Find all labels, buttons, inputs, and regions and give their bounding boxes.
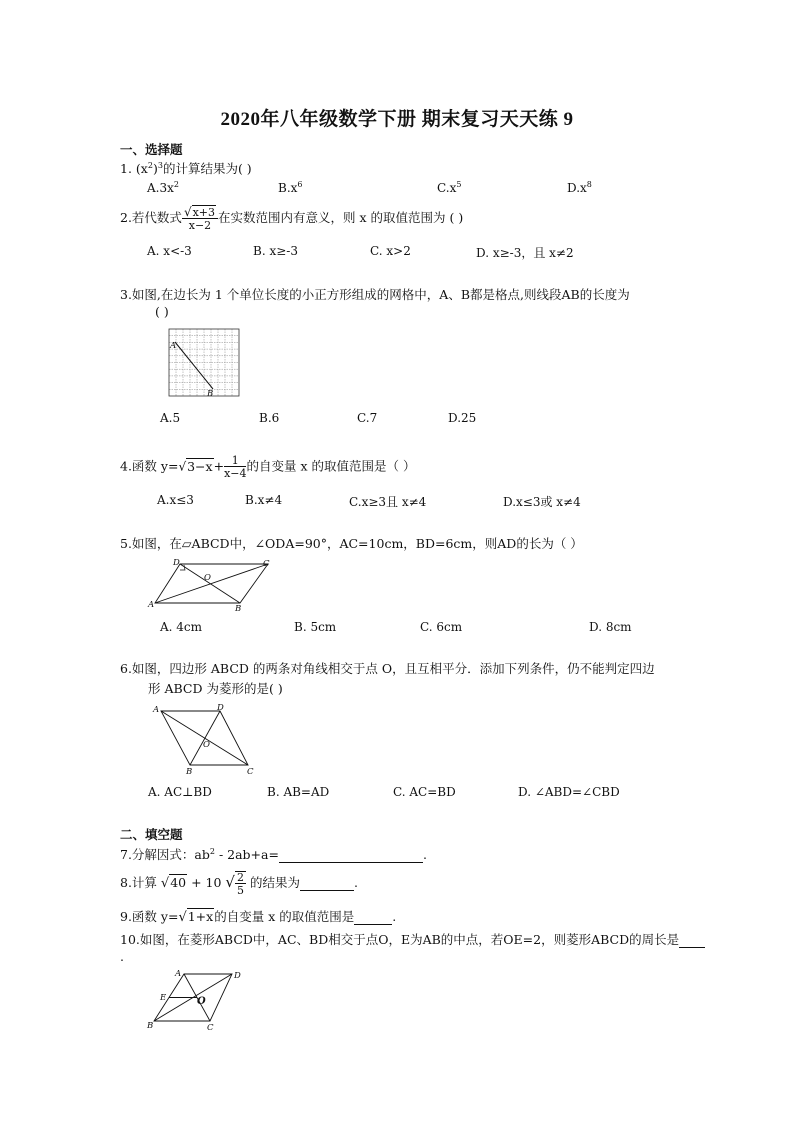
q4-option-b: B.x≠4: [245, 493, 283, 507]
q5-option-c: C. 6cm: [420, 620, 463, 634]
q5-option-d: D. 8cm: [589, 620, 632, 634]
svg-text:O: O: [204, 573, 211, 583]
q10-rhombus-figure: [144, 966, 248, 1032]
svg-text:B: B: [147, 1021, 154, 1031]
question-9: 9.函数 y=√1+x的自变量 x 的取值范围是 .: [120, 909, 397, 925]
question-3-bracket: ( ): [155, 304, 169, 319]
q3-option-c: C.7: [357, 411, 378, 425]
question-7: 7.分解因式：$ab^2 - 2ab+a=$ .: [120, 847, 427, 862]
diagonal-ac: [155, 564, 268, 603]
svg-text:D: D: [234, 971, 241, 981]
question-2: 2.若代数式 $\frac{√x+3}{x-2}$ 在实数范围内有意义，则 x 的取值范围为 ( ): [120, 205, 464, 232]
q2-fraction: $\frac{√x+3}{x-2}$: [182, 206, 218, 231]
svg-text:C: C: [207, 1023, 214, 1032]
svg-text:D: D: [217, 703, 224, 713]
q6-option-a: A. AC⊥BD: [148, 785, 212, 799]
q3-option-b: B.6: [259, 411, 280, 425]
q2-option-b: B. x≥-3: [253, 244, 298, 258]
question-10-line2: .: [120, 949, 124, 964]
answer-blank[interactable]: [300, 875, 354, 891]
question-3: 3.如图,在边长为 1 个单位长度的小正方形组成的网格中，A、B都是格点,则线段AB的长度为: [120, 287, 630, 302]
q5-option-a: A. 4cm: [160, 620, 203, 634]
svg-text:E: E: [160, 993, 167, 1003]
q2-option-a: A. x<-3: [147, 244, 192, 258]
question-6-line1: 6.如图，四边形 ABCD 的两条对角线相交于点 O，且互相平分．添加下列条件，仍不能判定四边: [120, 661, 655, 676]
svg-text:C: C: [263, 559, 270, 569]
svg-text:O: O: [197, 996, 206, 1007]
svg-text:C: C: [247, 767, 254, 777]
section-heading-choice: 一、选择题: [120, 142, 183, 157]
section-heading-fill: 二、填空题: [120, 827, 183, 842]
diagonal-bd: [180, 564, 240, 603]
q3-option-d: D.25: [448, 411, 477, 425]
q1-option-d: $D.x^8$: [567, 180, 592, 195]
svg-text:O: O: [203, 740, 210, 750]
question-4: 4.函数 y=√3−x+ $\frac{1}{x-4}$ 的自变量 x 的取值范围是（ ）: [120, 454, 416, 480]
q8-fraction: $\frac{2}{5}$: [236, 871, 244, 897]
point-b-label: B: [207, 389, 214, 398]
question-1: 1. $(x^2)^3$的计算结果为( ): [120, 161, 252, 176]
q1-option-a: $A.3x^2$: [147, 180, 179, 195]
page-title: 2020年八年级数学下册 期末复习天天练 9: [220, 109, 574, 130]
q4-option-a: A.x≤3: [157, 493, 194, 507]
svg-text:A: A: [148, 600, 155, 610]
q4-option-c: C.x≥3且 x≠4: [349, 495, 427, 509]
q5-option-b: B. 5cm: [294, 620, 337, 634]
q6-option-d: D. ∠ABD=∠CBD: [518, 785, 620, 799]
svg-text:A: A: [153, 705, 160, 715]
q6-option-b: B. AB=AD: [267, 785, 330, 799]
question-8: 8.计算 √40 + 10 √ $\frac{2}{5}$ 的结果为 .: [120, 871, 358, 897]
q2-option-c: C. x>2: [370, 244, 411, 258]
q3-grid-figure: [166, 328, 242, 398]
q1-option-c: $C.x^5$: [437, 180, 462, 195]
diagonal-bd: [190, 711, 220, 765]
q5-parallelogram-figure: [144, 556, 274, 612]
q3-option-a: A.5: [160, 411, 181, 425]
q1-option-b: $B.x^6$: [278, 180, 303, 195]
svg-text:B: B: [186, 767, 193, 777]
svg-text:D: D: [173, 558, 180, 568]
svg-text:B: B: [235, 604, 242, 612]
answer-blank[interactable]: [279, 847, 423, 863]
question-6-line2: 形 ABCD 为菱形的是( ): [148, 681, 283, 696]
svg-text:A: A: [175, 969, 182, 979]
q6-option-c: C. AC=BD: [393, 785, 456, 799]
q6-quadrilateral-figure: [150, 701, 260, 777]
question-5: 5.如图，在▱ABCD中，∠ODA=90°，AC=10cm，BD=6cm，则AD的长为（ ）: [120, 536, 583, 551]
q4-fraction: $\frac{1}{x-4}$: [224, 454, 247, 480]
answer-blank[interactable]: [354, 909, 392, 925]
q4-option-d: D.x≤3或 x≠4: [503, 495, 581, 509]
answer-blank[interactable]: [679, 932, 705, 948]
point-a-label: A: [170, 341, 177, 351]
q2-option-d: D. x≥-3，且 x≠2: [476, 246, 574, 260]
question-10: 10.如图，在菱形ABCD中，AC、BD相交于点O，E为AB的中点，若OE=2，则菱形ABCD的周长是: [120, 930, 705, 948]
